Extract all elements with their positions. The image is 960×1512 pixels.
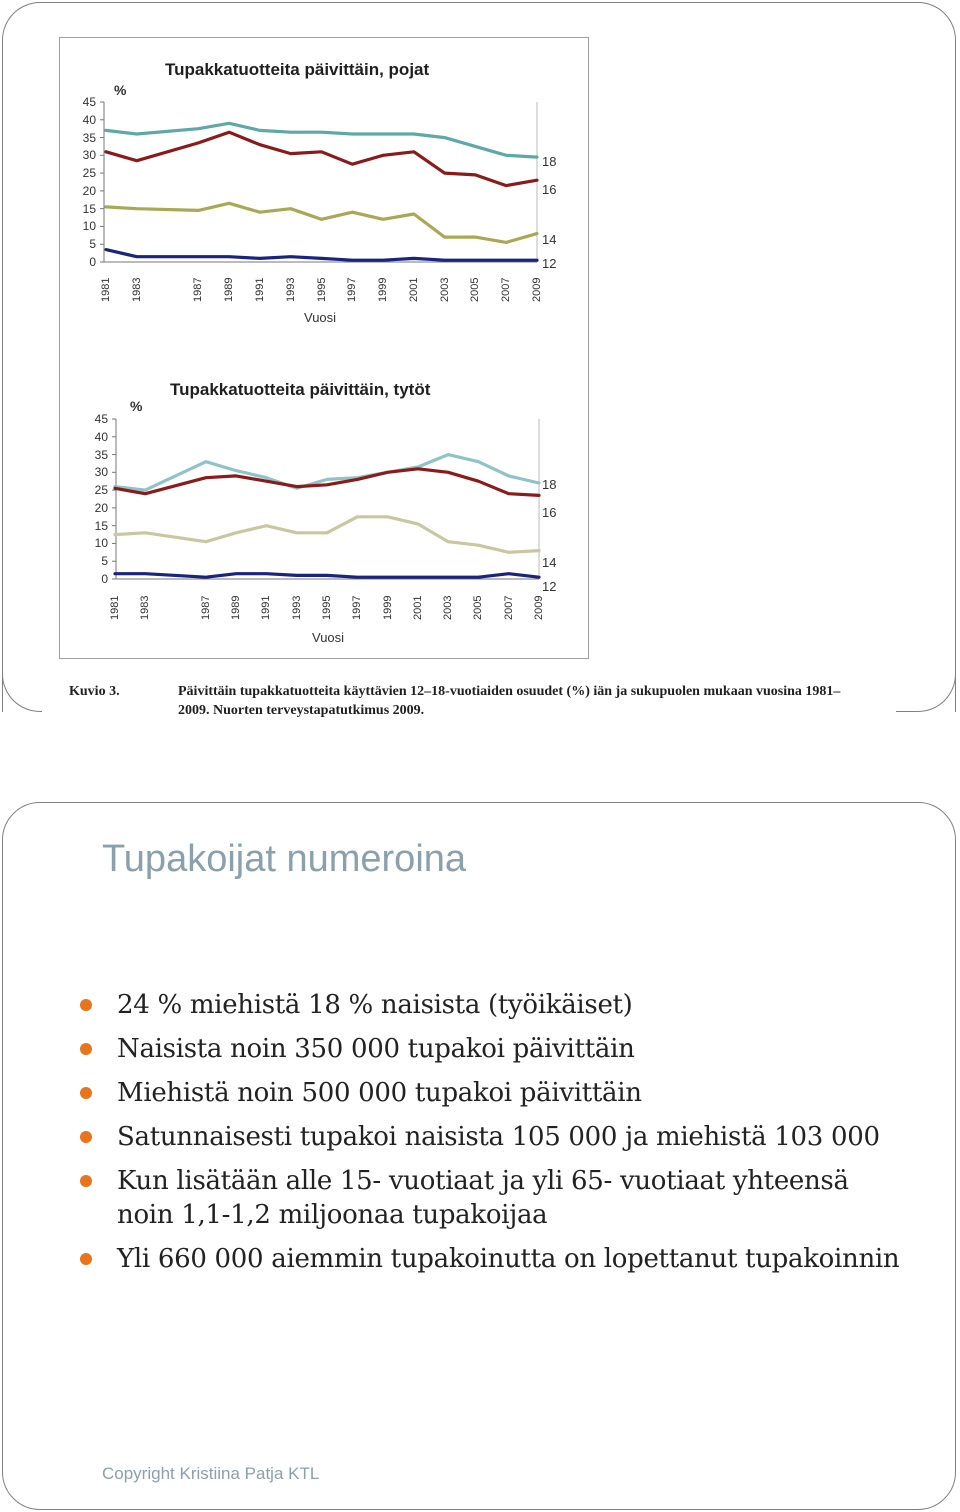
y-tick-label: 15 bbox=[94, 518, 108, 533]
bullet-dot-icon bbox=[80, 1175, 92, 1187]
y-tick-label: 30 bbox=[94, 465, 108, 480]
x-tick-label: 1981 bbox=[100, 277, 112, 302]
series-label-age-12: 12 bbox=[542, 579, 557, 594]
x-tick-label: 2009 bbox=[531, 277, 543, 302]
x-tick-label: 1999 bbox=[377, 277, 390, 302]
x-tick-label: 1983 bbox=[130, 277, 143, 302]
x-tick-label: 2005 bbox=[472, 595, 485, 620]
x-tick-label: 2005 bbox=[469, 277, 482, 302]
y-tick-label: 5 bbox=[101, 554, 108, 569]
series-label-age-16: 16 bbox=[542, 505, 557, 520]
bullet-item: Naisista noin 350 000 tupakoi päivittäin bbox=[80, 1032, 910, 1066]
y-tick-label: 0 bbox=[101, 572, 108, 586]
x-tick-label: 2007 bbox=[500, 277, 513, 302]
x-tick-label: 1995 bbox=[321, 595, 333, 620]
bullet-dot-icon bbox=[80, 1253, 92, 1265]
x-tick-label: 2001 bbox=[411, 595, 424, 620]
x-tick-label: 2003 bbox=[438, 277, 451, 302]
chart-title: Tupakkatuotteita päivittäin, pojat bbox=[165, 60, 430, 79]
x-tick-label: 1987 bbox=[192, 277, 205, 302]
y-tick-label: 45 bbox=[94, 412, 108, 426]
x-tick-label: 2009 bbox=[533, 595, 545, 620]
x-tick-label: 2001 bbox=[407, 277, 420, 302]
series-label-age-18: 18 bbox=[542, 154, 557, 169]
x-tick-label: 2007 bbox=[502, 595, 515, 620]
x-tick-label: 1999 bbox=[381, 595, 394, 620]
y-tick-label: 45 bbox=[82, 95, 96, 109]
x-tick-label: 1991 bbox=[253, 277, 266, 302]
bullet-item: Miehistä noin 500 000 tupakoi päivittäin bbox=[80, 1076, 910, 1110]
bullet-item: Satunnaisesti tupakoi naisista 105 000 ja miehistä 103 000 bbox=[80, 1120, 910, 1154]
x-tick-label: 1983 bbox=[139, 595, 152, 620]
bullet-dot-icon bbox=[80, 1131, 92, 1143]
y-tick-label: 10 bbox=[94, 536, 108, 551]
x-tick-label: 1993 bbox=[284, 277, 297, 302]
x-tick-label: 1981 bbox=[109, 595, 121, 620]
y-tick-label: 10 bbox=[82, 219, 96, 234]
y-tick-label: 35 bbox=[94, 447, 108, 462]
x-tick-label: 1991 bbox=[260, 595, 273, 620]
y-tick-label: 25 bbox=[94, 483, 108, 498]
bullet-dot-icon bbox=[80, 999, 92, 1011]
bullet-list bbox=[80, 988, 910, 1286]
slide-title: Tupakoijat numeroina bbox=[102, 838, 467, 880]
bullet-item: 24 % miehistä 18 % naisista (työikäiset) bbox=[80, 988, 910, 1022]
y-tick-label: 15 bbox=[82, 201, 96, 216]
y-tick-label: 40 bbox=[94, 429, 108, 444]
series-label-age-14: 14 bbox=[542, 555, 557, 570]
series-line-age-12 bbox=[115, 574, 539, 578]
y-tick-label: 20 bbox=[82, 183, 96, 198]
x-tick-label: 1989 bbox=[230, 595, 243, 620]
y-tick-label: 5 bbox=[89, 237, 96, 252]
y-tick-label: 30 bbox=[82, 148, 96, 163]
y-tick-label: 40 bbox=[82, 112, 96, 127]
chart-plot-area bbox=[0, 0, 960, 700]
y-axis-label: % bbox=[130, 398, 143, 414]
y-axis-label: % bbox=[114, 82, 127, 98]
bullet-item: Yli 660 000 aiemmin tupakoinutta on lopettanut tupakoinnin bbox=[80, 1242, 910, 1276]
x-axis-label: Vuosi bbox=[304, 310, 337, 325]
bullet-item: Kun lisätään alle 15- vuotiaat ja yli 65- vuotiaat yhteensä noin 1,1-1,2 miljoonaa tupakoijaa bbox=[80, 1164, 910, 1232]
y-tick-label: 20 bbox=[94, 500, 108, 515]
bullet-dot-icon bbox=[80, 1087, 92, 1099]
x-tick-label: 1987 bbox=[199, 595, 212, 620]
caption-label: Kuvio 3. bbox=[69, 684, 120, 699]
y-tick-label: 25 bbox=[82, 166, 96, 181]
y-tick-label: 35 bbox=[82, 130, 96, 145]
caption-text: Päivittäin tupakkatuotteita käyttävien 12–18-vuotiaiden osuudet (%) iän ja sukupuolen mukaan vuosina 1981–2009. Nuorten terveystapatutkimus 2009. bbox=[178, 684, 841, 718]
bullet-dot-icon bbox=[80, 1043, 92, 1055]
footer-copyright: Copyright Kristiina Patja KTL bbox=[102, 1464, 320, 1483]
series-label-age-16: 16 bbox=[542, 182, 557, 197]
series-line-age-14 bbox=[115, 517, 539, 553]
x-axis-label: Vuosi bbox=[312, 630, 345, 645]
x-tick-label: 1989 bbox=[223, 277, 236, 302]
x-tick-label: 2003 bbox=[442, 595, 455, 620]
chart-title: Tupakkatuotteita päivittäin, tytöt bbox=[170, 380, 431, 399]
y-tick-label: 0 bbox=[89, 255, 96, 269]
series-label-age-14: 14 bbox=[542, 232, 557, 247]
x-tick-label: 1993 bbox=[290, 595, 303, 620]
series-label-age-18: 18 bbox=[542, 477, 557, 492]
series-label-age-12: 12 bbox=[542, 256, 557, 271]
x-tick-label: 1997 bbox=[351, 595, 364, 620]
x-tick-label: 1997 bbox=[346, 277, 359, 302]
x-tick-label: 1995 bbox=[315, 277, 328, 302]
